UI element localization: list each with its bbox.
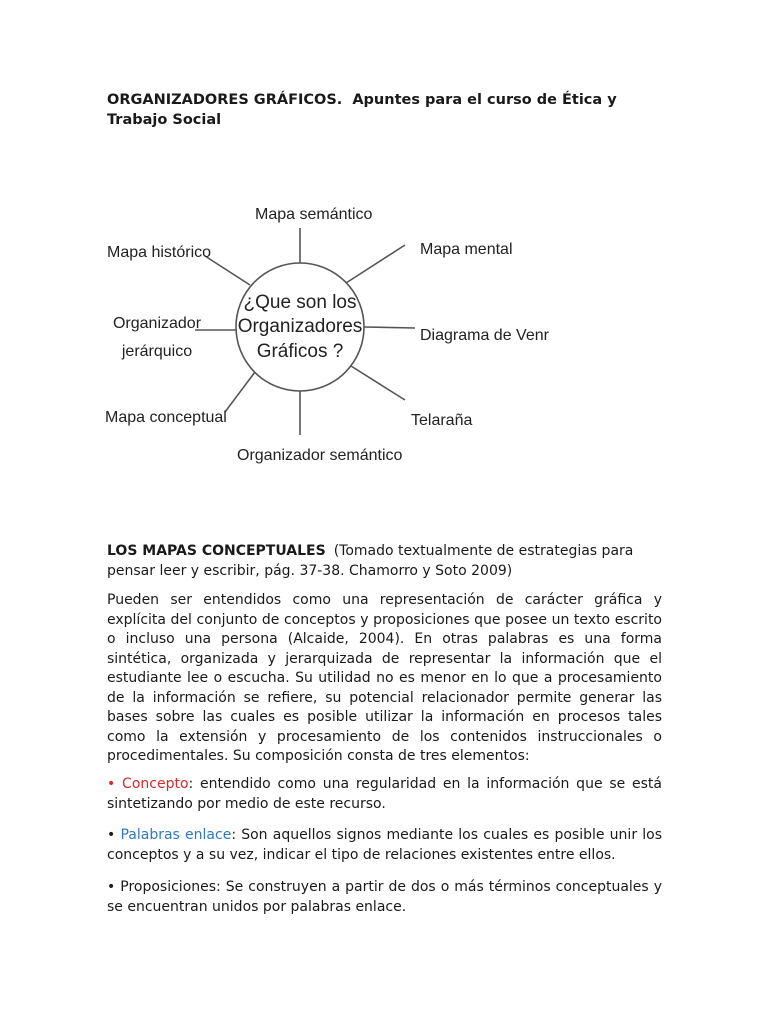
connector-line	[364, 327, 415, 328]
node-diagrama-venn: Diagrama de Venr	[420, 327, 549, 344]
section-paragraph: Pueden ser entendidos como una representación de carácter gráfica y explícita del conjunto de conceptos y proposiciones que posee un texto escrito o incluso una persona (Alcaide, 2004). En otras palabras es una forma sintética, organizada y jerarquizada de representar la información que el estudiante lee o escucha. Su utilidad no es menor en lo que a procesamiento de la información se refiere, su potencial relacionador permite generar las bases sobre las cuales es posible utilizar la información en procesos tales como la extensión y procesamiento de los contenidos instruccionales o procedimentales. Su composición consta de tres elementos:	[107, 592, 662, 764]
bullet-text: : entendido como una regularidad en la información que se está sintetizando por medio de este recurso.	[107, 776, 662, 812]
section-title: LOS MAPAS CONCEPTUALES	[107, 543, 326, 559]
bullet-text: : Se construyen a partir de dos o más términos conceptuales y se encuentran unidos por palabras enlace.	[107, 879, 662, 915]
node-mapa-mental: Mapa mental	[420, 241, 513, 258]
node-organizador-jerarquico: Organizador	[112, 315, 202, 332]
connector-line	[225, 372, 255, 412]
connector-line	[346, 245, 405, 283]
bullet-concepto	[107, 775, 662, 814]
bullet-marker: •	[107, 827, 116, 843]
bullet-proposiciones	[107, 878, 662, 917]
node-organizador-semantico: Organizador semántico	[237, 447, 403, 464]
bullet-palabras-enlace	[107, 826, 662, 865]
node-mapa-semantico: Mapa semántico	[255, 206, 373, 223]
organizers-diagram	[95, 190, 555, 480]
diagram-center-line: Gráficos ?	[256, 341, 344, 362]
diagram-center-line: ¿Que son los	[243, 292, 357, 313]
bullet-term: Proposiciones	[120, 879, 217, 895]
bullet-marker: •	[107, 776, 116, 792]
bullet-marker: •	[107, 879, 116, 895]
section-source: (Tomado textualmente de estrategias para pensar leer y escribir, pág. 37-38. Chamorro y Soto 2009)	[107, 543, 634, 579]
title-main: ORGANIZADORES GRÁFICOS.	[107, 92, 343, 108]
diagram-center-line: Organizadores	[237, 316, 363, 337]
section-heading	[107, 541, 662, 581]
node-mapa-conceptual: Mapa conceptual	[105, 409, 227, 426]
connector-line	[205, 256, 250, 285]
bullet-term: Palabras enlace	[120, 827, 232, 843]
title-subtitle: Apuntes para el curso de Ética y Trabajo Social	[107, 92, 617, 128]
node-telarana: Telaraña	[411, 412, 473, 429]
bullet-term: Concepto	[122, 776, 189, 792]
document-title	[107, 90, 667, 130]
node-organizador-jerarquico: jerárquico	[121, 343, 193, 360]
connector-line	[351, 366, 405, 400]
node-mapa-historico: Mapa histórico	[107, 244, 212, 261]
bullet-text: : Son aquellos signos mediante los cuales es posible unir los conceptos y a su vez, indicar el tipo de relaciones existentes entre ellos.	[107, 827, 663, 863]
